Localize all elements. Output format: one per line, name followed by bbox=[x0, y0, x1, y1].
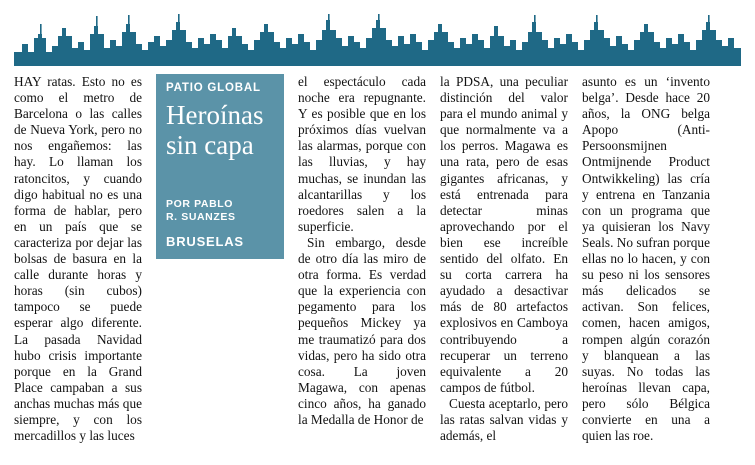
column-5 bbox=[582, 74, 710, 452]
paragraph: el espectáculo cada noche era repugnante. Y es posible que en los próximos días vuelvan las alarmas, porque con las lluvias, y hay muchas, se inundan las alcantarillas y los roedores salen a la superficie. bbox=[298, 74, 426, 234]
headline-line-1: Heroínas bbox=[166, 100, 264, 130]
column-3 bbox=[298, 74, 426, 452]
paragraph: Sin embargo, desde de otro día las miro de otra forma. Es verdad que la experiencia con pegamento para los pequeños Mickey ya me traumatizó para dos vidas, pero ha sido otra cosa. La joven Magawa, con apenas cinco años, ha ganado la Medalla de Honor de bbox=[298, 234, 426, 427]
dateline: BRUSELAS bbox=[166, 234, 244, 249]
paragraph: HAY ratas. Esto no es como el metro de Barcelona o las calles de Nueva York, pero no nos engañemos: las hay. Lo llaman los ratoncitos, y cuando digo habitual no es una forma de hablar, pero en un país que se caracteriza por dejar las bolsas de basura en la calle durante horas y horas (sin cubos) tampoco se puede esperar algo diferente. La pasada Navidad hubo crisis importante porque en la Grand Place campaban a sus anchas muchas más que siempre, y con los mercadillos y las luces bbox=[14, 74, 142, 444]
headline-spacer bbox=[156, 174, 284, 198]
byline-line-1: POR PABLO bbox=[166, 198, 234, 210]
headline-block bbox=[156, 74, 284, 259]
article-columns bbox=[14, 74, 741, 452]
section-kicker: PATIO GLOBAL bbox=[166, 82, 261, 94]
column-4 bbox=[440, 74, 568, 452]
paragraph: la PDSA, una peculiar distinción del valor para el mundo animal y que normalmente va a los perros. Magawa es una rata, pero de esas gigantes africanas, y está entrenada para detectar minas aprovechando por el bien ese increíble sentido del olfato. En su corta carrera ha ayudado a desactivar más de 80 artefactos explosivos en Camboya contribuyendo a recuperar un terreno equivalente a 20 campos de fútbol. bbox=[440, 74, 568, 395]
column-1 bbox=[14, 74, 142, 452]
byline-line-2: R. SUANZES bbox=[166, 211, 236, 223]
column-2 bbox=[156, 74, 284, 452]
paragraph: Cuesta aceptarlo, pero las ratas salvan vidas y además, el bbox=[440, 395, 568, 444]
headline-line-2: sin capa bbox=[166, 130, 254, 160]
headline bbox=[156, 98, 284, 174]
paragraph: asunto es un ‘invento belga’. Desde hace 20 años, la ONG belga Apopo (Anti-Persoonsmijnen Ontmijnende Product Ontwikkeling) las cría y entrena en Tanzania con un programa que ya quisieran los Navy Seals. No sufran porque ellas no lo hacen, y con su peso ni los sensores más delicados se activan. Son felices, comen, hacen amigos, rompen algún corazón y blanquean a las suyas. No todas las heroínas llevan capa, pero sólo Bélgica convierte en una a quien las roe. bbox=[582, 74, 710, 444]
byline bbox=[156, 198, 284, 230]
skyline-svg bbox=[14, 14, 741, 66]
skyline-banner-illustration bbox=[14, 14, 741, 66]
